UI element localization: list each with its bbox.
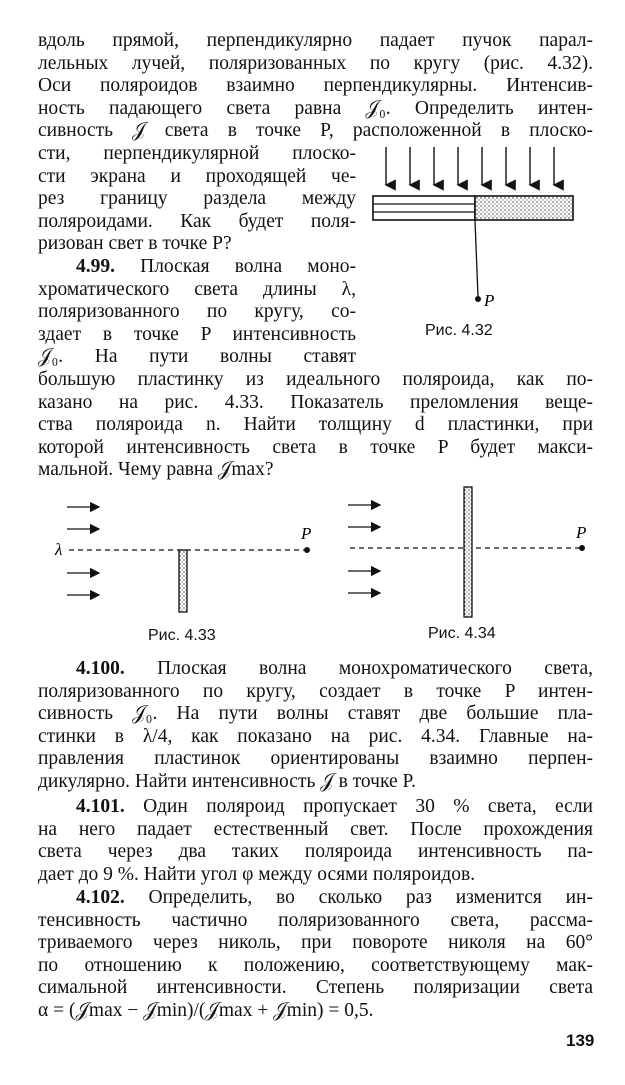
text-line: вдоль прямой, перпендикулярно падает пучок парал- (38, 30, 593, 51)
text-line: 4.101. Один поляроид пропускает 30 % света, если (76, 796, 593, 817)
quarter-wave-plate (464, 487, 472, 617)
text-line: света через два таких поляроида интенсивность па- (38, 841, 593, 863)
wave-label: λ (55, 540, 63, 559)
text-line: лельных лучей, поляризованных по кругу (рис. 4.32). (38, 52, 593, 74)
text-line: правления пластинок ориентированы взаимно перпен- (38, 748, 593, 770)
problem-number: 4.102. (76, 887, 125, 908)
text-line: ризован свет в точке P? (38, 233, 232, 255)
figure-4-34 (340, 485, 610, 620)
figure-caption: Рис. 4.34 (428, 625, 496, 642)
figure-4-33 (55, 495, 335, 625)
intro-text-continued (38, 143, 356, 256)
wave-arrows (67, 507, 99, 595)
problem-4-100 (38, 658, 593, 794)
text-line: рез границу раздела между (38, 188, 356, 210)
polaroid-plate (179, 550, 187, 612)
text-line: 4.99. Плоская волна моно- (76, 256, 356, 277)
text-line: α = (𝒥max − 𝒥min)/(𝒥max + 𝒥min) = 0,5. (38, 999, 374, 1021)
intro-text (38, 30, 593, 143)
text-line: поляроидами. Как будет поля- (38, 210, 356, 232)
text-line: симальной интенсивности. Степень поляризации света (38, 977, 593, 999)
problem-4-99-continued (38, 369, 593, 482)
point-label: P (576, 523, 587, 542)
polaroid-left (373, 196, 475, 220)
text-line: 𝒥₀. На пути волны ставят (38, 346, 356, 368)
text-line: хроматического света длины λ, (38, 278, 356, 300)
incident-rays (386, 147, 554, 185)
text-line: сти экрана и проходящей че- (38, 165, 356, 187)
text-line: сивность 𝒥 света в точке P, расположенной в плоско- (38, 120, 593, 142)
point-label: P (301, 524, 312, 543)
problem-number: 4.99. (76, 256, 115, 277)
problem-4-99 (38, 256, 356, 369)
text-line: которой интенсивность света в точке P будет макси- (38, 436, 593, 458)
text-line: 4.102. Определить, во сколько раз изменится ин- (76, 887, 593, 908)
text-line: стинки в λ/4, как показано на рис. 4.34. Главные на- (38, 725, 593, 747)
text-line: сивность 𝒥₀. На пути волны ставят две большие пла- (38, 703, 593, 725)
problem-4-102 (38, 887, 593, 1023)
text-line: большую пластинку из идеального поляроида, как по- (38, 369, 593, 390)
point-label: P (484, 291, 495, 310)
text-line: сти, перпендикулярной плоско- (38, 143, 356, 164)
text-line: 4.100. Плоская волна монохроматического света, (76, 658, 593, 679)
text-line: Оси поляроидов взаимно перпендикулярны. Интенсив- (38, 75, 593, 97)
figure-4-32 (368, 145, 588, 345)
point-p (579, 545, 585, 551)
problem-number: 4.101. (76, 796, 125, 817)
wave-arrows (348, 505, 380, 593)
polaroid-right (475, 196, 573, 220)
text-line: на него падает естественный свет. После прохождения (38, 818, 593, 840)
text-line: дает до 9 %. Найти угол φ между осями поляроидов. (38, 863, 476, 885)
text-line: триваемого через николь, при повороте николя на 60° (38, 932, 593, 954)
page-number: 139 (566, 1031, 595, 1050)
boundary-line (475, 220, 478, 297)
text-line: ность падающего света равна 𝒥₀. Определить интен- (38, 97, 593, 119)
text-line: по отношению к положению, соответствующему мак- (38, 954, 593, 976)
point-p (304, 547, 310, 553)
point-p (475, 296, 481, 302)
text-line: тенсивность частично поляризованного света, рассма- (38, 909, 593, 931)
text-line: поляризованного по кругу, со- (38, 301, 356, 323)
problem-number: 4.100. (76, 658, 125, 679)
text-line: ства поляроида n. Найти толщину d пластинки, при (38, 414, 593, 436)
text-line: дикулярно. Найти интенсивность 𝒥 в точке P. (38, 770, 417, 792)
text-line: поляризованного по кругу, создает в точке P интен- (38, 680, 593, 702)
problem-4-101 (38, 796, 593, 886)
text-line: казано на рис. 4.33. Показатель преломления веще- (38, 391, 593, 413)
figure-caption: Рис. 4.32 (425, 322, 493, 339)
figure-caption: Рис. 4.33 (148, 627, 216, 644)
text-line: здает в точке P интенсивность (38, 323, 356, 345)
text-line: мальной. Чему равна 𝒥max? (38, 459, 274, 481)
